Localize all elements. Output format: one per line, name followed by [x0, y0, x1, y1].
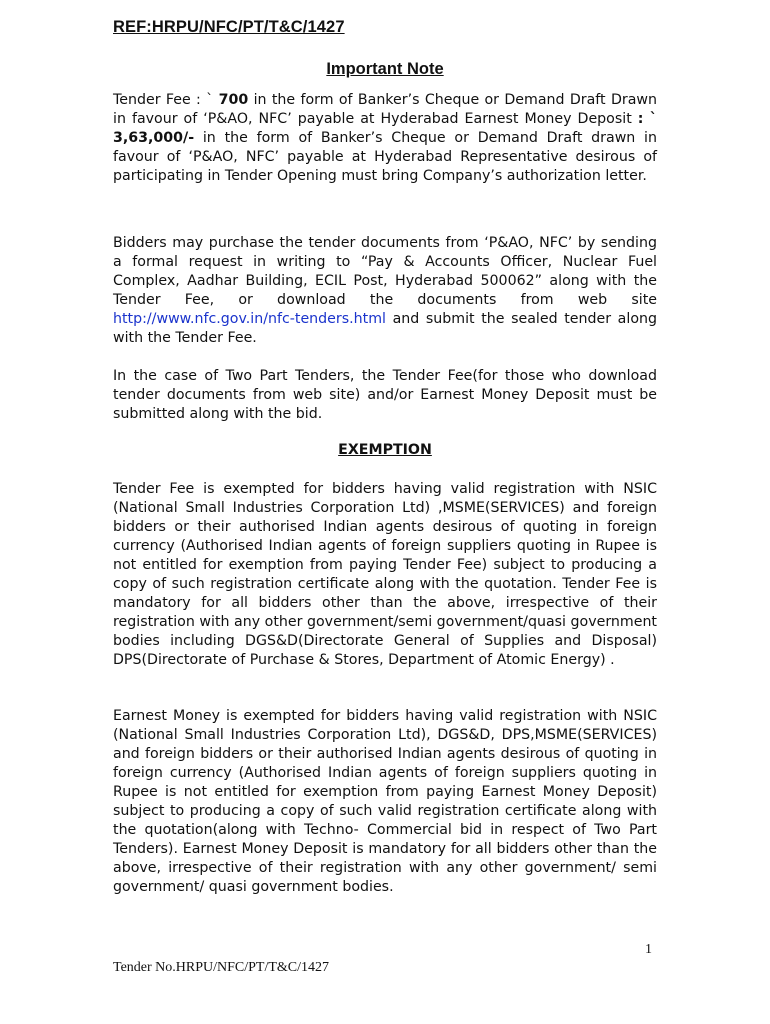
purchase-documents-text: Bidders may purchase the tender documents from ‘P&AO, NFC’ by sending a formal request in writing to “Pay & Accounts Officer, Nuclear Fuel Complex, Aadhar Building, ECIL Post, Hyderabad 500062” along with the Tender Fee, or download the documents from web site	[113, 235, 657, 308]
earnest-money-exemption-paragraph: Earnest Money is exempted for bidders having valid registration with NSIC (National Small Industries Corporation Ltd), DGS&D, DPS,MSME(SERVICES) and foreign bidders or their authorised Indian agents desirous of quoting in foreign currency (Authorised Indian agents of foreign suppliers quoting in Rupee is not entitled for exemption from paying Earnest Money Deposit) subject to producing a copy of such valid registration certificate along with the quotation(along with Techno- Commercial bid in respect of Two Part Tenders). Earnest Money Deposit is mandatory for all bidders other than the above, irrespective of their registration with any other government/ semi government/ quasi government bodies.	[113, 708, 657, 895]
tender-fee-amount: 700	[218, 92, 249, 108]
tender-fee-exemption-paragraph: Tender Fee is exempted for bidders having valid registration with NSIC (National Small Industries Corporation Ltd) ,MSME(SERVICES) and foreign bidders or their authorised Indian agents desirous of quoting in foreign currency (Authorised Indian agents of foreign suppliers quoting in Rupee is not entitled for exemption from paying Tender Fee) subject to producing a copy of such registration certificate along with the quotation. Tender Fee is mandatory for all bidders other than the above, irrespective of their registration with any other government/semi government/quasi government bodies including DGS&D(Directorate General of Supplies and Disposal) DPS(Directorate of Purchase & Stores, Department of Atomic Energy) .	[113, 481, 657, 668]
purchase-documents-paragraph	[113, 234, 657, 348]
earnest-money-amount: : ` 3,63,000/-	[113, 111, 657, 146]
footer-tender-number: Tender No.HRPU/NFC/PT/T&C/1427	[113, 960, 330, 975]
document-reference: REF:HRPU/NFC/PT/T&C/1427	[113, 18, 345, 36]
earnest-money-description: in the form of Banker’s Cheque or Demand Draft drawn in favour of ‘P&AO, NFC’ payable at Hyderabad Representative desirous of participating in Tender Opening must bring Company’s authorization letter.	[113, 130, 657, 184]
submit-tender-text: and submit the sealed tender along with the Tender Fee.	[113, 311, 657, 346]
page-number: 1	[645, 942, 652, 957]
important-note-title: Important Note	[326, 60, 444, 78]
tender-fee-paragraph	[113, 91, 657, 186]
exemption-heading: EXEMPTION	[338, 442, 432, 458]
nfc-tenders-link[interactable]: http://www.nfc.gov.in/nfc-tenders.html	[113, 311, 386, 327]
tender-fee-description: in the form of Banker’s Cheque or Demand Draft Drawn in favour of ‘P&AO, NFC’ payable at Hyderabad Earnest Money Deposit	[113, 92, 658, 127]
two-part-tender-paragraph: In the case of Two Part Tenders, the Tender Fee(for those who download tender documents from web site) and/or Earnest Money Deposit must be submitted along with the bid.	[113, 368, 657, 422]
tender-fee-label: Tender Fee : `	[113, 92, 219, 108]
